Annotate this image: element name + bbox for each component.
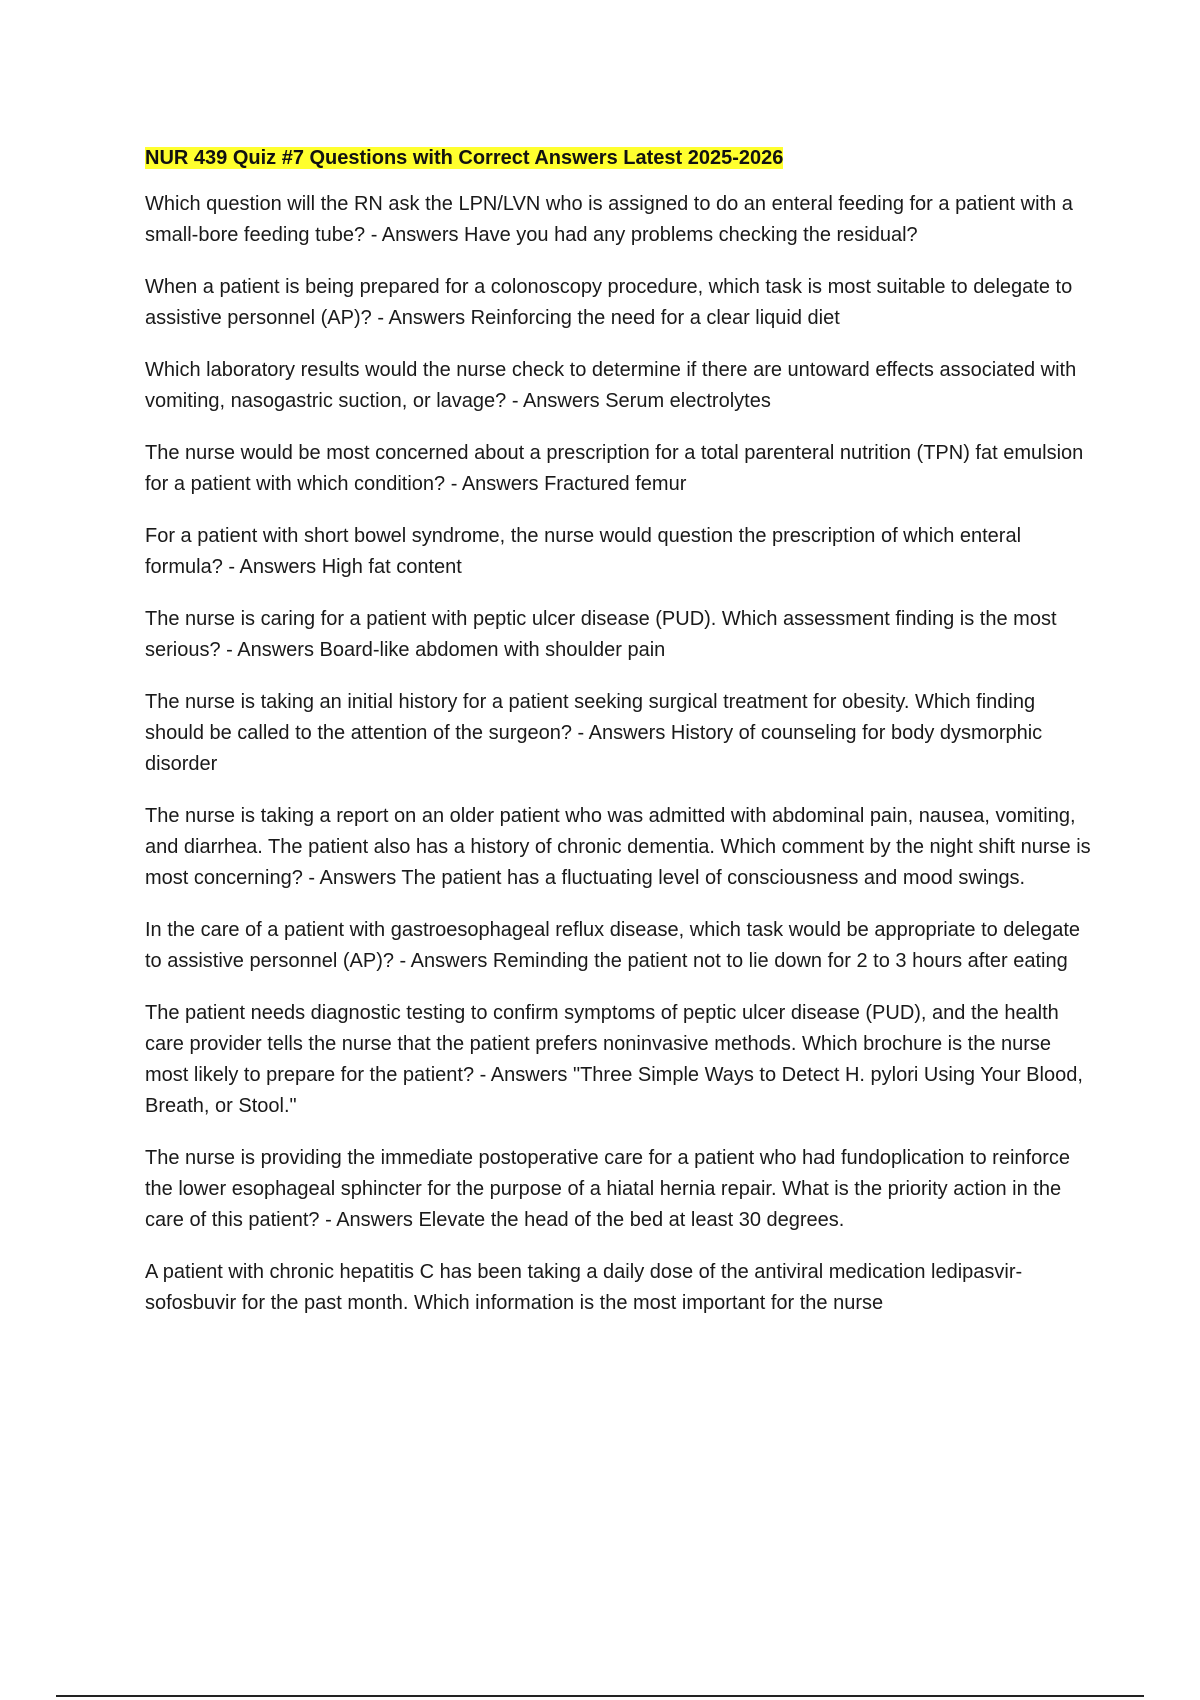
qa-entry-7: The nurse is taking an initial history for a patient seeking surgical treatment for obesity. Which finding should be called to the attention of the surgeon? - Answers History of counseling for body dysmorphic disorder	[145, 691, 1043, 775]
qa-entry-9: In the care of a patient with gastroesophageal reflux disease, which task would be appropriate to delegate to assistive personnel (AP)? - Answers Reminding the patient not to lie down for 2 to 3 hours after eating	[145, 919, 1081, 972]
qa-entry-1: Which question will the RN ask the LPN/LVN who is assigned to do an enteral feeding for a patient with a small-bore feeding tube? - Answers Have you had any problems checking the residual?	[145, 193, 1073, 246]
qa-entry-4: The nurse would be most concerned about a prescription for a total parenteral nutrition (TPN) fat emulsion for a patient with which condition? - Answers Fractured femur	[145, 442, 1084, 495]
qa-entry-3: Which laboratory results would the nurse check to determine if there are untoward effects associated with vomiting, nasogastric suction, or lavage? - Answers Serum electrolytes	[145, 359, 1077, 412]
document-content	[145, 143, 1095, 1340]
qa-entry-12: A patient with chronic hepatitis C has been taking a daily dose of the antiviral medication ledipasvir-sofosbuvir for the past month. Which information is the most important for the nurse	[145, 1261, 1023, 1314]
qa-entry-6: The nurse is caring for a patient with peptic ulcer disease (PUD). Which assessment finding is the most serious? - Answers Board-like abdomen with shoulder pain	[145, 608, 1057, 661]
qa-entry-11: The nurse is providing the immediate postoperative care for a patient who had fundoplication to reinforce the lower esophageal sphincter for the purpose of a hiatal hernia repair. What is the priority action in the care of this patient? - Answers Elevate the head of the bed at least 30 degrees.	[145, 1147, 1070, 1231]
qa-entry-2: When a patient is being prepared for a colonoscopy procedure, which task is most suitable to delegate to assistive personnel (AP)? - Answers Reinforcing the need for a clear liquid diet	[145, 276, 1073, 329]
document-title: NUR 439 Quiz #7 Questions with Correct Answers Latest 2025-2026	[145, 147, 784, 169]
qa-entry-5: For a patient with short bowel syndrome, the nurse would question the prescription of which enteral formula? - Answers High fat content	[145, 525, 1022, 578]
page-bottom-divider	[56, 1695, 1144, 1697]
qa-entry-8: The nurse is taking a report on an older patient who was admitted with abdominal pain, nausea, vomiting, and diarrhea. The patient also has a history of chronic dementia. Which comment by the night shift nurse is most concerning? - Answers The patient has a fluctuating level of consciousness and mood swings.	[145, 805, 1091, 889]
title-row	[145, 143, 1095, 175]
qa-entry-10: The patient needs diagnostic testing to confirm symptoms of peptic ulcer disease (PUD), and the health care provider tells the nurse that the patient prefers noninvasive methods. Which brochure is the nurse most likely to prepare for the patient? - Answers "Three Simple Ways to Detect H. pylori Using Your Blood, Breath, or Stool."	[145, 1002, 1083, 1117]
